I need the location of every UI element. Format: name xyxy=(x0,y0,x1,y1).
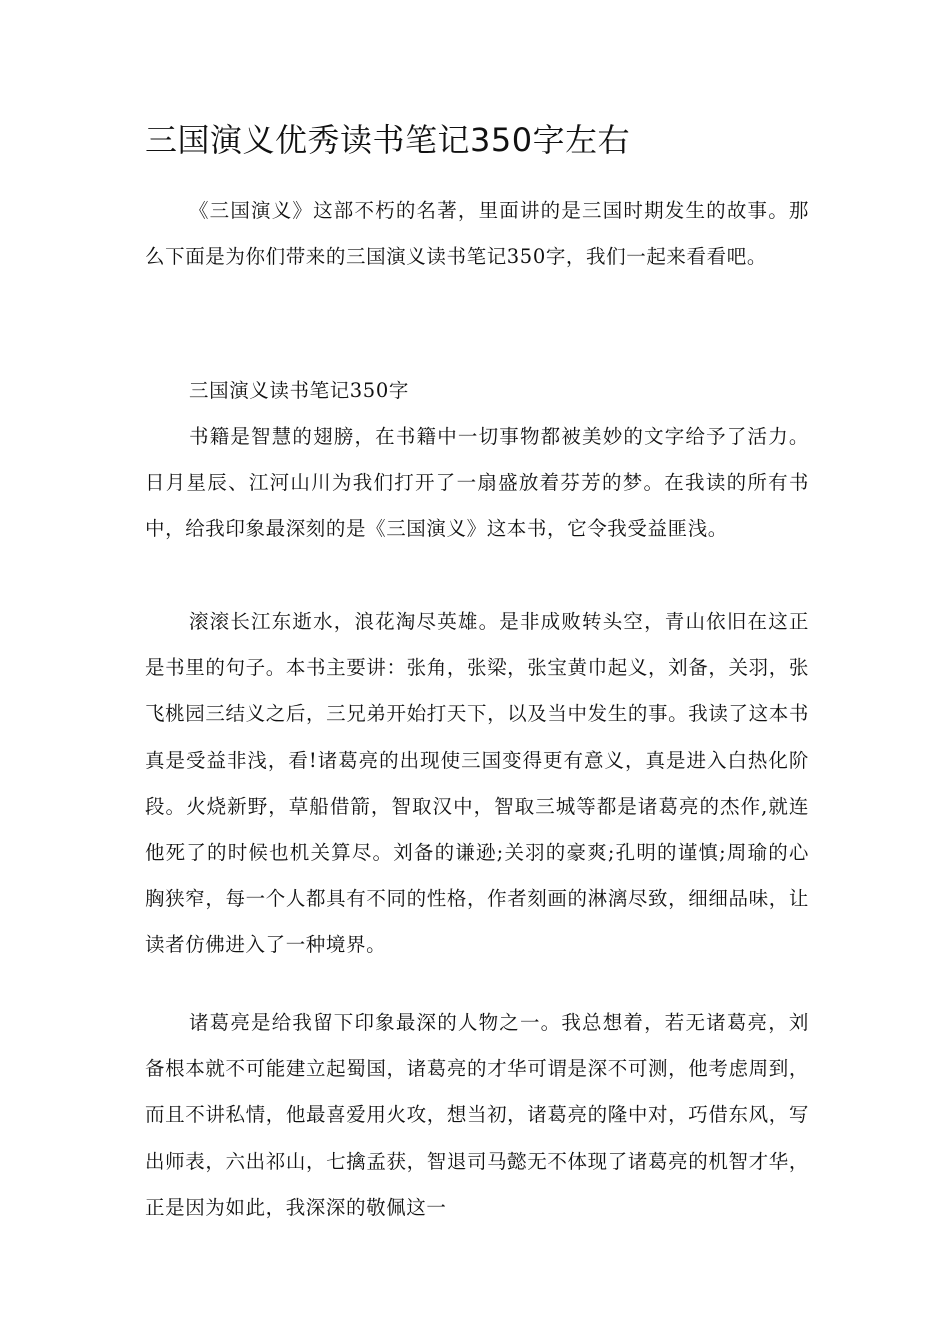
body-paragraph-3: 诸葛亮是给我留下印象最深的人物之一。我总想着，若无诸葛亮，刘备根本就不可能建立起蜀国，诸葛亮的才华可谓是深不可测，他考虑周到，而且不讲私情，他最喜爱用火攻，想当初，诸葛亮的隆中对，巧借东风，写出师表，六出祁山，七擒孟获，智退司马懿无不体现了诸葛亮的机智才华，正是因为如此，我深深的敬佩这一 xyxy=(145,1011,809,1219)
document-title: 三国演义优秀读书笔记350字左右 xyxy=(145,121,631,159)
body-paragraph-1: 书籍是智慧的翅膀，在书籍中一切事物都被美妙的文字给予了活力。日月星辰、江河山川为我们打开了一扇盛放着芬芳的梦。在我读的所有书中，给我印象最深刻的是《三国演义》这本书，它令我受益匪浅。 xyxy=(145,425,809,541)
intro-paragraph: 《三国演义》这部不朽的名著，里面讲的是三国时期发生的故事。那么下面是为你们带来的三国演义读书笔记350字，我们一起来看看吧。 xyxy=(145,199,809,269)
body-paragraph-2: 滚滚长江东逝水，浪花淘尽英雄。是非成败转头空，青山依旧在这正是书里的句子。本书主要讲：张角，张梁，张宝黄巾起义，刘备，关羽，张飞桃园三结义之后，三兄弟开始打天下，以及当中发生的事。我读了这本书真是受益非浅，看!诸葛亮的出现使三国变得更有意义，真是进入白热化阶段。火烧新野，草船借箭，智取汉中，智取三城等都是诸葛亮的杰作,就连他死了的时候也机关算尽。刘备的谦逊;关羽的豪爽;孔明的谨慎;周瑜的心胸狭窄，每一个人都具有不同的性格，作者刻画的淋漓尽致，细细品味，让读者仿佛进入了一种境界。 xyxy=(145,610,809,957)
section-heading: 三国演义读书笔记350字 xyxy=(189,379,409,402)
